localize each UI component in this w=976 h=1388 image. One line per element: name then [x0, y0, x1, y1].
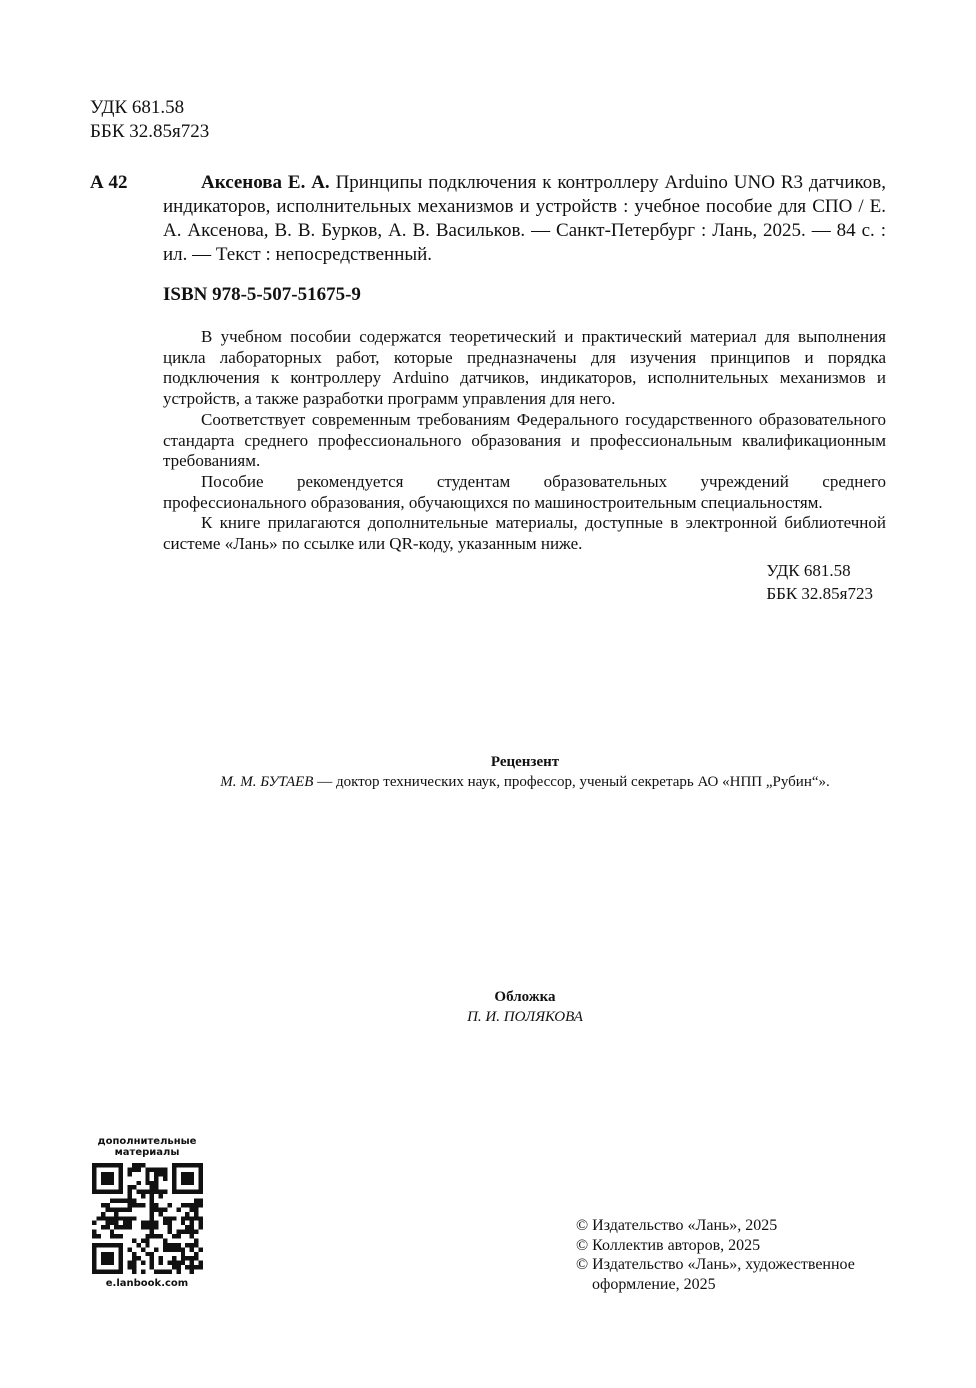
annotation-paragraph: В учебном пособии содержатся теоретический и практический материал для выполнения цикла лабораторных работ, которые предназначены для изучения принципов и порядка подключения к контроллеру Arduino датчиков, индикаторов, исполнительных механизмов и устройств, а также разработки программ управления для него. [163, 327, 886, 409]
reviewer-description: — доктор технических наук, профессор, ученый секретарь АО «НПП „Рубин“». [313, 774, 830, 790]
qr-module [110, 1216, 114, 1220]
qr-module [128, 1221, 132, 1225]
qr-module [185, 1230, 189, 1234]
qr-module [167, 1270, 171, 1274]
reviewer-block [0, 752, 976, 792]
qr-module [132, 1252, 136, 1256]
qr-module [145, 1221, 149, 1225]
qr-module [190, 1270, 194, 1274]
qr-module [159, 1261, 163, 1265]
qr-module [172, 1216, 176, 1220]
qr-module [128, 1203, 132, 1207]
qr-module [154, 1176, 158, 1180]
qr-module [132, 1203, 136, 1207]
qr-module [167, 1230, 171, 1234]
qr-module [194, 1243, 198, 1247]
qr-module [150, 1221, 154, 1225]
qr-module [154, 1181, 158, 1185]
qr-module [159, 1190, 163, 1194]
qr-module [150, 1216, 154, 1220]
qr-module [154, 1185, 158, 1189]
qr-module [123, 1216, 127, 1220]
qr-module [110, 1234, 114, 1238]
qr-module [105, 1221, 109, 1225]
qr-module [159, 1207, 163, 1211]
qr-module [194, 1207, 198, 1211]
qr-module [128, 1216, 132, 1220]
udk-code: УДК 681.58 [90, 97, 185, 118]
qr-module [154, 1221, 158, 1225]
qr-module [128, 1194, 132, 1198]
qr-module [128, 1225, 132, 1229]
qr-module [154, 1247, 158, 1251]
qr-module [190, 1207, 194, 1211]
qr-module [145, 1172, 149, 1176]
qr-module [136, 1181, 140, 1185]
qr-module [110, 1230, 114, 1234]
qr-module [154, 1190, 158, 1194]
qr-module [185, 1216, 189, 1220]
qr-module [132, 1199, 136, 1203]
qr-module [176, 1247, 180, 1251]
qr-module [150, 1167, 154, 1171]
qr-module [101, 1225, 105, 1229]
qr-module [172, 1256, 176, 1260]
copyright-line: © Коллектив авторов, 2025 [576, 1236, 761, 1254]
qr-module [159, 1256, 163, 1260]
qr-module [185, 1265, 189, 1269]
qr-module [190, 1225, 194, 1229]
qr-module [145, 1243, 149, 1247]
qr-module [141, 1261, 145, 1265]
qr-module [190, 1247, 194, 1251]
qr-module [194, 1252, 198, 1256]
qr-module [154, 1225, 158, 1229]
annotation-paragraph: Пособие рекомендуется студентам образовательных учреждений среднего профессионального образования, обучающихся по машиностроительным специальностям. [163, 471, 886, 512]
bibliographic-record [163, 171, 886, 267]
qr-module [114, 1221, 118, 1225]
qr-module [163, 1221, 167, 1225]
qr-module [119, 1225, 123, 1229]
qr-module [145, 1234, 149, 1238]
qr-module [123, 1225, 127, 1229]
qr-module [185, 1212, 189, 1216]
bbk-code-bottom: ББК 32.85я723 [766, 584, 873, 603]
qr-module [199, 1225, 203, 1229]
qr-module [150, 1265, 154, 1269]
qr-module [163, 1238, 167, 1242]
qr-module [141, 1247, 145, 1251]
qr-module [167, 1243, 171, 1247]
qr-module [190, 1243, 194, 1247]
qr-module [105, 1203, 109, 1207]
qr-module [150, 1194, 154, 1198]
qr-module [132, 1270, 136, 1274]
qr-module [172, 1247, 176, 1251]
qr-module [199, 1247, 203, 1251]
qr-module [145, 1176, 149, 1180]
qr-module [145, 1252, 149, 1256]
annotation-paragraph: К книге прилагаются дополнительные материалы, доступные в электронной библиотечной системе «Лань» по ссылке или QR-коду, указанным ниже. [163, 513, 886, 554]
qr-module [167, 1261, 171, 1265]
qr-module [105, 1216, 109, 1220]
qr-module [172, 1234, 176, 1238]
qr-module [96, 1216, 100, 1220]
qr-module [128, 1167, 132, 1171]
qr-module [136, 1167, 140, 1171]
qr-module [154, 1203, 158, 1207]
qr-module [145, 1238, 149, 1242]
qr-module [194, 1265, 198, 1269]
qr-module [128, 1207, 132, 1211]
qr-module [190, 1234, 194, 1238]
qr-module [132, 1185, 136, 1189]
qr-module [150, 1252, 154, 1256]
qr-module [190, 1256, 194, 1260]
qr-module [150, 1225, 154, 1229]
qr-module [141, 1190, 145, 1194]
qr-module [176, 1261, 180, 1265]
qr-module [132, 1216, 136, 1220]
qr-module [141, 1163, 145, 1167]
qr-module [163, 1216, 167, 1220]
qr-module [154, 1167, 158, 1171]
qr-module [92, 1230, 96, 1234]
qr-module [105, 1207, 109, 1211]
qr-module [128, 1265, 132, 1269]
qr-module [154, 1234, 158, 1238]
qr-module [141, 1225, 145, 1229]
qr-module [190, 1216, 194, 1220]
qr-module [136, 1190, 140, 1194]
qr-module [128, 1247, 132, 1251]
qr-module [199, 1261, 203, 1265]
qr-module [185, 1243, 189, 1247]
qr-module [96, 1234, 100, 1238]
qr-module [136, 1203, 140, 1207]
qr-module [150, 1261, 154, 1265]
qr-module [190, 1203, 194, 1207]
qr-module [199, 1203, 203, 1207]
qr-module [163, 1270, 167, 1274]
qr-module [128, 1261, 132, 1265]
qr-module [167, 1247, 171, 1251]
qr-module [199, 1199, 203, 1203]
classification-block [90, 96, 209, 144]
copyright-line: © Издательство «Лань», 2025 [576, 1217, 778, 1234]
qr-module [132, 1238, 136, 1242]
isbn: ISBN 978-5-507-51675-9 [163, 284, 361, 305]
cover-heading: Обложка [494, 989, 556, 1005]
qr-finder-core [181, 1172, 194, 1185]
qr-module [141, 1270, 145, 1274]
qr-module [110, 1207, 114, 1211]
qr-module [163, 1167, 167, 1171]
qr-module [128, 1185, 132, 1189]
qr-module [181, 1261, 185, 1265]
qr-module [150, 1234, 154, 1238]
qr-module [150, 1190, 154, 1194]
qr-module [145, 1190, 149, 1194]
qr-module [181, 1230, 185, 1234]
qr-module [119, 1207, 123, 1211]
qr-module [181, 1216, 185, 1220]
qr-module [172, 1261, 176, 1265]
copyright-block [576, 1216, 855, 1294]
qr-module [159, 1234, 163, 1238]
qr-module [176, 1270, 180, 1274]
qr-module [119, 1234, 123, 1238]
qr-module [123, 1221, 127, 1225]
qr-module [194, 1256, 198, 1260]
qr-module [199, 1221, 203, 1225]
qr-module [181, 1252, 185, 1256]
annotation-paragraph: Соответствует современным требованиям Федерального государственного образовательного стандарта среднего профессионального образования и профессиональным квалификационным требованиям. [163, 409, 886, 471]
qr-module [194, 1216, 198, 1220]
qr-module [154, 1207, 158, 1211]
qr-module [114, 1225, 118, 1229]
qr-url[interactable]: e.lanbook.com [105, 1278, 189, 1289]
qr-module [163, 1207, 167, 1211]
udk-code-bottom: УДК 681.58 [766, 561, 851, 580]
qr-module [150, 1181, 154, 1185]
author-name: Аксенова Е. А. [201, 172, 330, 193]
qr-module [181, 1256, 185, 1260]
qr-module [190, 1221, 194, 1225]
qr-module [176, 1207, 180, 1211]
qr-module [159, 1172, 163, 1176]
qr-module [163, 1172, 167, 1176]
qr-module [132, 1163, 136, 1167]
qr-module [181, 1221, 185, 1225]
qr-module [110, 1199, 114, 1203]
qr-module [128, 1172, 132, 1176]
qr-module [190, 1261, 194, 1265]
qr-module [194, 1199, 198, 1203]
copyright-line: оформление, 2025 [592, 1275, 716, 1293]
qr-module [132, 1256, 136, 1260]
qr-module [163, 1176, 167, 1180]
qr-module [136, 1243, 140, 1247]
qr-module [159, 1212, 163, 1216]
qr-module [101, 1212, 105, 1216]
qr-module [123, 1199, 127, 1203]
annotation [163, 327, 886, 555]
qr-module [199, 1216, 203, 1220]
qr-module [150, 1256, 154, 1260]
qr-module [154, 1270, 158, 1274]
qr-module [114, 1199, 118, 1203]
qr-module [194, 1238, 198, 1242]
qr-module [150, 1185, 154, 1189]
qr-module [132, 1167, 136, 1171]
qr-module [136, 1163, 140, 1167]
qr-module [181, 1203, 185, 1207]
qr-module [167, 1225, 171, 1229]
cover-designer: П. И. ПОЛЯКОВА [467, 1009, 583, 1025]
qr-module [181, 1247, 185, 1251]
classification-block-bottom [766, 559, 873, 605]
qr-module [176, 1243, 180, 1247]
qr-module [150, 1207, 154, 1211]
qr-module [136, 1256, 140, 1260]
qr-module [141, 1194, 145, 1198]
qr-module [101, 1203, 105, 1207]
qr-module [105, 1225, 109, 1229]
qr-module [145, 1225, 149, 1229]
qr-module [172, 1265, 176, 1269]
qr-caption-line: дополнительные [97, 1136, 197, 1147]
qr-module [119, 1199, 123, 1203]
qr-module [159, 1270, 163, 1274]
qr-module [101, 1216, 105, 1220]
qr-caption [88, 1136, 206, 1158]
reviewer-heading: Рецензент [490, 754, 560, 770]
qr-module [119, 1216, 123, 1220]
qr-module [128, 1199, 132, 1203]
qr-module [114, 1207, 118, 1211]
qr-module [185, 1256, 189, 1260]
bbk-code: ББК 32.85я723 [90, 121, 210, 142]
reviewer-name: М. М. БУТАЕВ [220, 774, 314, 790]
qr-module [114, 1234, 118, 1238]
qr-module [150, 1212, 154, 1216]
qr-module [132, 1265, 136, 1269]
qr-caption-line: материалы [114, 1147, 180, 1158]
qr-module [154, 1172, 158, 1176]
qr-module [185, 1203, 189, 1207]
reviewer-line [0, 772, 976, 792]
qr-module [92, 1221, 96, 1225]
qr-module [150, 1203, 154, 1207]
qr-module [128, 1190, 132, 1194]
qr-module [110, 1221, 114, 1225]
qr-finder-core [101, 1172, 114, 1185]
qr-module [141, 1221, 145, 1225]
qr-module [123, 1207, 127, 1211]
qr-module [150, 1199, 154, 1203]
qr-module [185, 1225, 189, 1229]
qr-module [141, 1238, 145, 1242]
qr-module [163, 1190, 167, 1194]
qr-module [132, 1261, 136, 1265]
qr-module [176, 1265, 180, 1269]
qr-module [199, 1265, 203, 1269]
qr-module [194, 1203, 198, 1207]
copyright-line: © Издательство «Лань», художественное [576, 1256, 855, 1273]
qr-module [172, 1243, 176, 1247]
qr-module [163, 1243, 167, 1247]
qr-module [114, 1216, 118, 1220]
qr-module [167, 1216, 171, 1220]
qr-code-graphic [92, 1163, 203, 1274]
qr-module [141, 1203, 145, 1207]
qr-module [114, 1212, 118, 1216]
cover-block [0, 987, 976, 1027]
qr-module [176, 1230, 180, 1234]
qr-module [159, 1194, 163, 1198]
qr-module [190, 1265, 194, 1269]
qr-module [167, 1221, 171, 1225]
qr-module [176, 1234, 180, 1238]
qr-module [159, 1167, 163, 1171]
qr-module [150, 1230, 154, 1234]
qr-module [92, 1234, 96, 1238]
qr-module [194, 1212, 198, 1216]
qr-module [190, 1230, 194, 1234]
qr-finder-core [101, 1252, 114, 1265]
bibliographic-description: Принципы подключения к контроллеру Arduino UNO R3 датчиков, индикаторов, исполнительных механизмов и устройств : учебное пособие для СПО / Е. А. Аксенова, В. В. Бурков, А. В. Васильков. — Санкт-Петербург : Лань, 2025. — 84 с. : ил. — Текст : непосредственный. [163, 172, 886, 265]
qr-module [194, 1230, 198, 1234]
qr-module [167, 1203, 171, 1207]
qr-module [145, 1181, 149, 1185]
qr-module [163, 1247, 167, 1251]
qr-code[interactable] [92, 1163, 203, 1274]
author-mark: А 42 [90, 172, 128, 193]
qr-module [145, 1167, 149, 1171]
